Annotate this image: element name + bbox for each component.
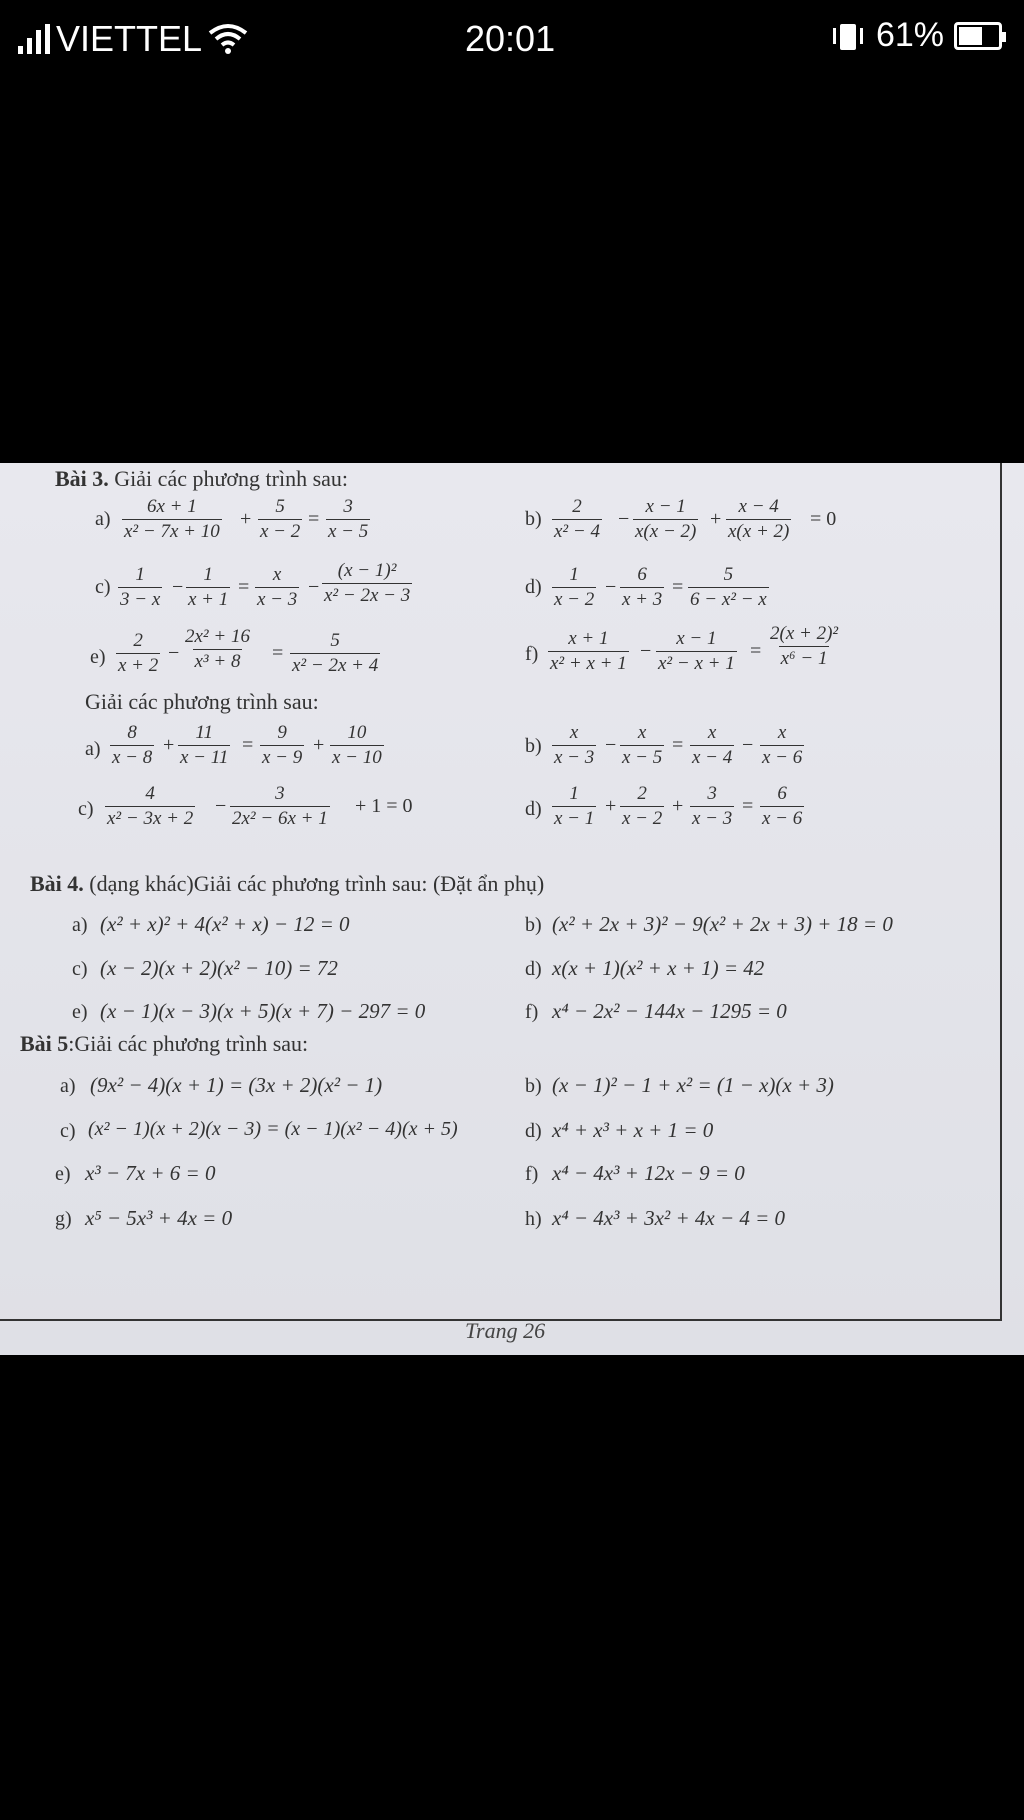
bai3-c-fraction-4: $\frac{\text{(x − 1)²}}{\text{x² − 2x − 3}}$ [324, 560, 411, 606]
operator: + [710, 508, 722, 530]
sub-b-fraction-2: $\frac{x}{x - 5}$ [622, 722, 663, 768]
bai4-a-label: a) [72, 914, 88, 936]
bai5-e-label: e) [55, 1163, 71, 1185]
bai3-c-fraction-1: $\frac{1}{3 - x}$ [120, 564, 161, 610]
operator: − [605, 576, 617, 598]
bai5-h-equation: x⁴ − 4x³ + 3x² + 4x − 4 = 0 [552, 1206, 786, 1230]
bai4-a-equation: (x² + x)² + 4(x² + x) − 12 = 0 [100, 912, 350, 936]
clock: 20:01 [465, 18, 556, 59]
operator: = [238, 576, 250, 598]
bai3-f-fraction-2: $\frac{x - 1}{\text{x² − x + 1}}$ [658, 628, 735, 674]
vibrate-icon [830, 20, 866, 52]
sub-d-fraction-4: $\frac{6}{x - 6}$ [762, 783, 803, 829]
status-left [18, 18, 248, 60]
bai4-e-label: e) [72, 1001, 88, 1023]
bai5-heading [20, 1031, 308, 1057]
status-bar [0, 0, 1024, 76]
operator: − [605, 734, 617, 756]
bai4-instruction: (dạng khác)Giải các phương trình sau: (Đặt ẩn phụ) [89, 871, 545, 896]
bai4-e-equation: (x − 1)(x − 3)(x + 5)(x + 7) − 297 = 0 [100, 999, 426, 1023]
operator: = [242, 734, 254, 756]
bai4-heading [30, 871, 544, 897]
operator: − [640, 640, 652, 662]
bai3-b-fraction-1: $\frac{2}{\text{x² − 4}}$ [554, 496, 600, 542]
bai5-a-equation: (9x² − 4)(x + 1) = (3x + 2)(x² − 1) [90, 1073, 383, 1097]
battery-fill [959, 27, 982, 45]
bai5-e-equation: x³ − 7x + 6 = 0 [85, 1161, 216, 1185]
sub-heading: Giải các phương trình sau: [85, 689, 319, 714]
operator: = [672, 734, 684, 756]
bai3-f-fraction-1: $\frac{x + 1}{\text{x² + x + 1}}$ [550, 628, 627, 674]
equation-tail: + 1 = 0 [355, 795, 413, 817]
operator: − [308, 576, 320, 598]
bai3-d-fraction-1: $\frac{1}{x - 2}$ [554, 564, 595, 610]
operator: = [272, 642, 284, 664]
bai3-e-fraction-3: $\frac{5}{\text{x² − 2x + 4}}$ [292, 630, 379, 676]
bai3-d-label: d) [525, 576, 542, 598]
bai5-title: Bài 5 [20, 1031, 69, 1056]
bai3-e-label: e) [90, 646, 106, 668]
bai3-a-fraction-3: $\frac{3}{x - 5}$ [328, 496, 369, 542]
sub-a-fraction-4: $\frac{10}{x - 10}$ [332, 722, 382, 768]
page-number: Trang 26 [465, 1318, 546, 1343]
bai5-g-equation: x⁵ − 5x³ + 4x = 0 [85, 1206, 233, 1230]
sub-c-fraction-2: $\frac{3}{\text{2x² − 6x + 1}}$ [232, 783, 328, 829]
operator: − [742, 734, 754, 756]
sub-a-label: a) [85, 738, 101, 760]
bai3-c-fraction-2: $\frac{1}{x + 1}$ [188, 564, 229, 610]
sub-b-label: b) [525, 735, 542, 757]
carrier-name: VIETTEL [56, 18, 203, 59]
bai4-c-label: c) [72, 958, 88, 980]
bai4-b-equation: (x² + 2x + 3)² − 9(x² + 2x + 3) + 18 = 0 [552, 912, 893, 936]
operator: + [163, 734, 175, 756]
operator: = [672, 576, 684, 598]
bai3-f-fraction-3: $\frac{\text{2(x + 2)²}}{\text{x⁶ − 1}}$ [770, 623, 839, 669]
sub-d-fraction-2: $\frac{2}{x - 2}$ [622, 783, 663, 829]
bai3-title: Bài 3. [55, 466, 109, 491]
bai5-h-label: h) [525, 1208, 542, 1230]
sub-b-fraction-1: $\frac{x}{x - 3}$ [554, 722, 595, 768]
operator: = [750, 640, 762, 662]
operator: = [742, 795, 754, 817]
equation-tail: = 0 [810, 508, 837, 530]
bai5-d-equation: x⁴ + x³ + x + 1 = 0 [552, 1118, 714, 1142]
bai5-b-equation: (x − 1)² − 1 + x² = (1 − x)(x + 3) [552, 1073, 834, 1097]
bai5-b-label: b) [525, 1075, 542, 1097]
bai3-b-fraction-3: $\frac{x - 4}{x(x + 2)}$ [728, 496, 790, 542]
bai5-d-label: d) [525, 1120, 542, 1142]
bai5-a-label: a) [60, 1075, 76, 1097]
sub-c-label: c) [78, 798, 94, 820]
bai3-c-fraction-3: $\frac{x}{x - 3}$ [257, 564, 298, 610]
worksheet-photo [0, 463, 1024, 1355]
bai3-a-label: a) [95, 508, 111, 530]
bai3-heading [55, 466, 348, 492]
sub-c-fraction-1: $\frac{4}{\text{x² − 3x + 2}}$ [107, 783, 194, 829]
operator: + [672, 795, 684, 817]
operator: − [172, 576, 184, 598]
bai3-d-fraction-2: $\frac{6}{x + 3}$ [622, 564, 663, 610]
operator: + [605, 795, 617, 817]
bai3-instruction: Giải các phương trình sau: [114, 466, 349, 491]
bai5-c-equation: (x² − 1)(x + 2)(x − 3) = (x − 1)(x² − 4)(x + 5) [88, 1118, 458, 1140]
bai4-c-equation: (x − 2)(x + 2)(x² − 10) = 72 [100, 956, 338, 980]
bai3-b-fraction-2: $\frac{x - 1}{x(x - 2)}$ [635, 496, 697, 542]
bai3-b-label: b) [525, 508, 542, 530]
bai3-a-fraction-2: $\frac{5}{x - 2}$ [260, 496, 301, 542]
bai3-d-fraction-3: $\frac{5}{\text{6 − x² − x}}$ [690, 564, 767, 610]
bai4-f-label: f) [525, 1001, 539, 1023]
bai5-instruction: :Giải các phương trình sau: [68, 1031, 309, 1056]
signal-icon [18, 24, 50, 54]
bai3-e-fraction-1: $\frac{2}{x + 2}$ [118, 630, 159, 676]
sub-b-fraction-3: $\frac{x}{x - 4}$ [692, 722, 733, 768]
operator: − [215, 795, 227, 817]
bai3-c-label: c) [95, 576, 111, 598]
operator: = [308, 508, 320, 530]
sub-d-fraction-1: $\frac{1}{x - 1}$ [554, 783, 595, 829]
sub-b-fraction-4: $\frac{x}{x - 6}$ [762, 722, 803, 768]
sub-a-fraction-2: $\frac{11}{x - 11}$ [180, 722, 229, 768]
bai4-d-equation: x(x + 1)(x² + x + 1) = 42 [552, 956, 765, 980]
bai4-title: Bài 4. [30, 871, 84, 896]
sub-d-fraction-3: $\frac{3}{x - 3}$ [692, 783, 733, 829]
bai4-b-label: b) [525, 914, 542, 936]
bai5-c-label: c) [60, 1120, 76, 1142]
bai4-d-label: d) [525, 958, 542, 980]
operator: − [168, 642, 180, 664]
bai5-f-equation: x⁴ − 4x³ + 12x − 9 = 0 [552, 1161, 745, 1185]
battery-icon [954, 22, 1002, 50]
bai3-e-fraction-2: $\frac{\text{2x² + 16}}{\text{x³ + 8}}$ [185, 626, 250, 672]
operator: + [240, 508, 252, 530]
sub-a-fraction-1: $\frac{8}{x - 8}$ [112, 722, 153, 768]
status-right [830, 16, 1002, 55]
bai5-g-label: g) [55, 1208, 72, 1230]
wifi-icon [208, 23, 248, 55]
bai5-f-label: f) [525, 1163, 539, 1185]
operator: + [313, 734, 325, 756]
bai3-f-label: f) [525, 643, 539, 665]
sub-d-label: d) [525, 798, 542, 820]
battery-percent: 61% [875, 16, 944, 54]
operator: − [618, 508, 630, 530]
bai4-f-equation: x⁴ − 2x² − 144x − 1295 = 0 [552, 999, 787, 1023]
bai3-a-fraction-1: $\frac{6x + 1}{\text{x² − 7x + 10}}$ [124, 496, 220, 542]
sub-a-fraction-3: $\frac{9}{x - 9}$ [262, 722, 303, 768]
